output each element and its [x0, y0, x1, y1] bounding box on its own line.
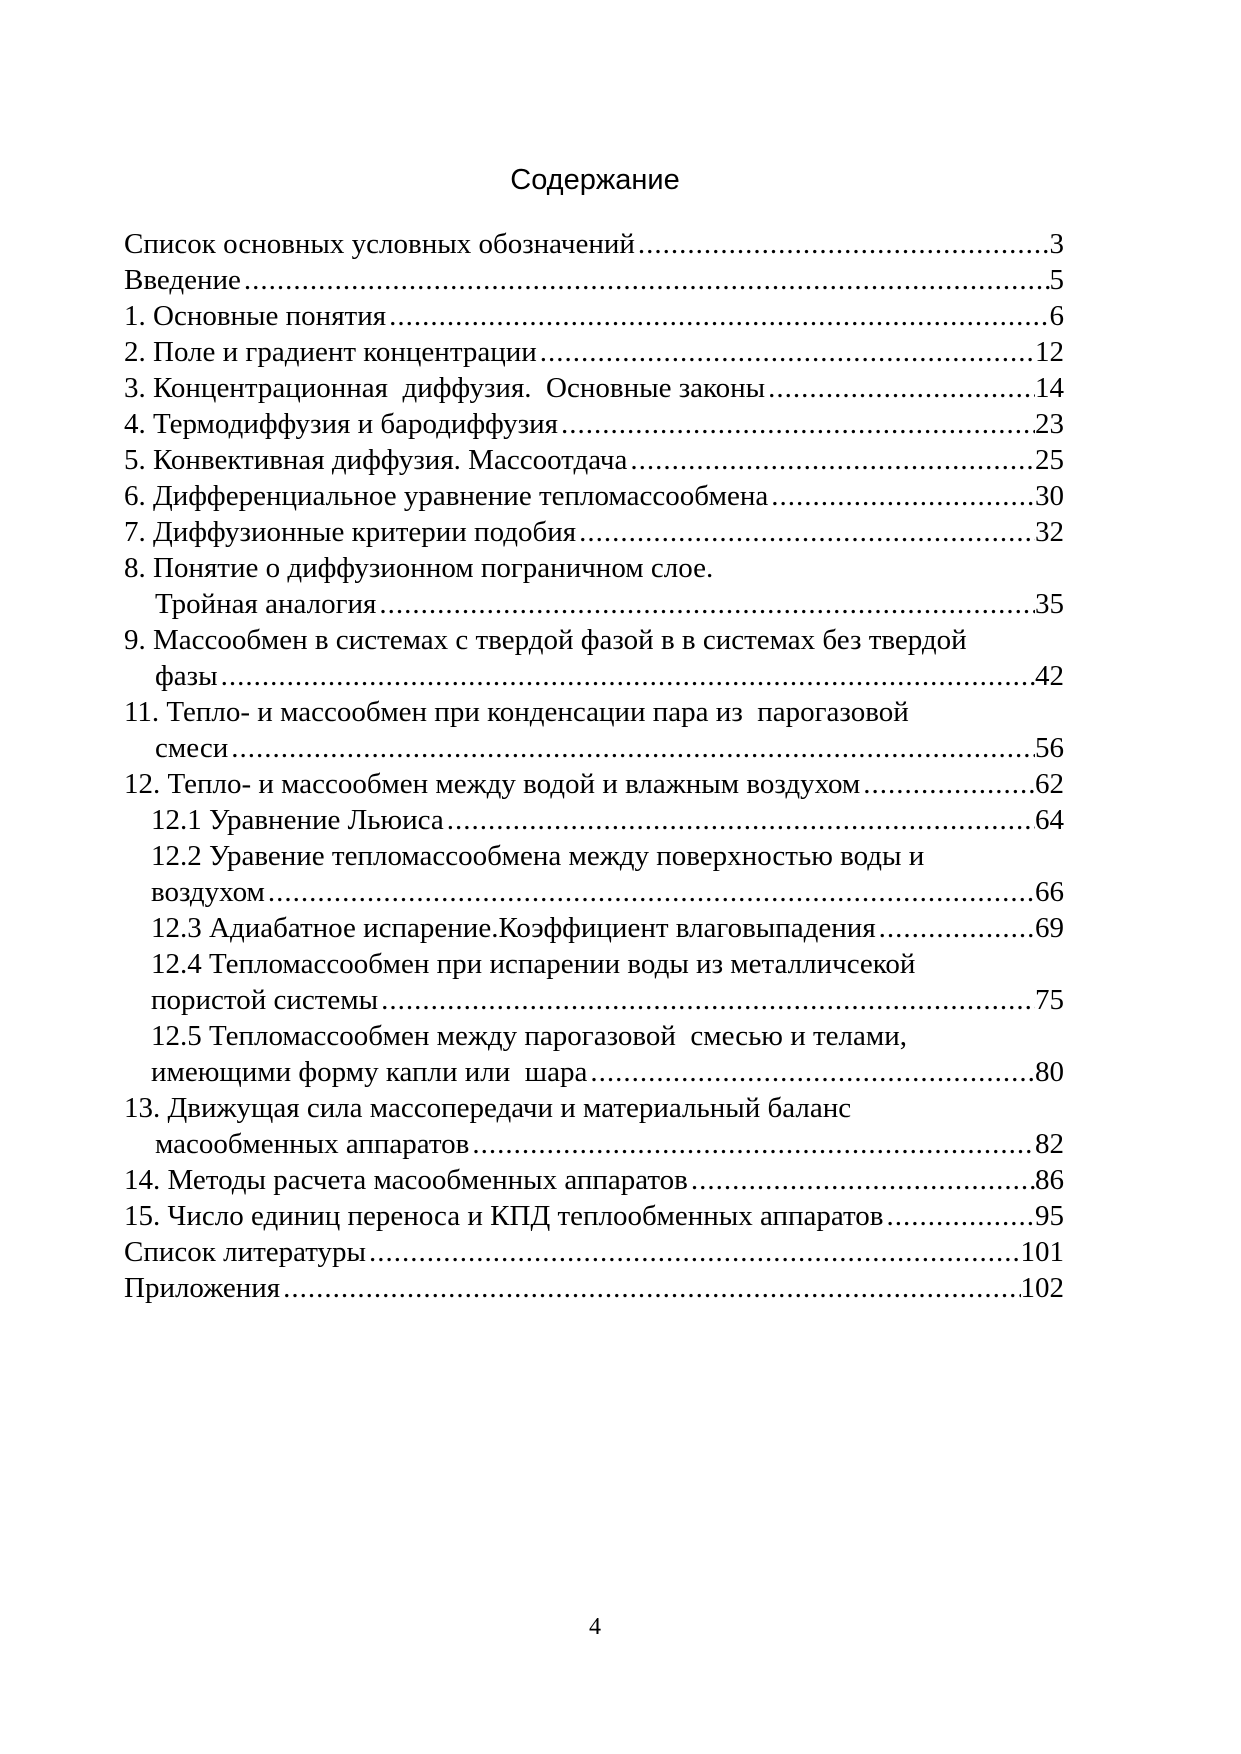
toc-entry-12-5[interactable]	[124, 1054, 1064, 1090]
toc-entry-label: воздухом	[151, 876, 265, 908]
toc-entry-12-2-line1[interactable]: 12.2 Уравение тепломассообмена между поверхностью воды и	[151, 840, 925, 872]
toc-entry-7[interactable]	[124, 514, 1064, 550]
toc-entry-5[interactable]	[124, 442, 1064, 478]
toc-page-number: 86	[1035, 1164, 1064, 1196]
toc-entry-symbols[interactable]	[124, 226, 1064, 262]
dot-leader	[469, 1126, 1035, 1162]
toc-entry-label: пористой системы	[151, 984, 379, 1016]
toc-entry-label: 12.1 Уравнение Льюиса	[151, 804, 444, 836]
dot-leader	[386, 298, 1049, 334]
toc-entry-label: Приложения	[124, 1272, 281, 1304]
toc-entry-introduction[interactable]	[124, 262, 1064, 298]
toc-page-number: 35	[1035, 588, 1064, 620]
toc-entry-6[interactable]	[124, 478, 1064, 514]
dot-leader	[537, 334, 1035, 370]
toc-entry-12-4-line1[interactable]: 12.4 Тепломассообмен при испарении воды из металличсекой	[151, 948, 916, 980]
toc-page-number: 56	[1035, 732, 1064, 764]
toc-page-number: 102	[1020, 1272, 1064, 1304]
toc-page-number: 69	[1035, 912, 1064, 944]
toc-entry-12-5-line1[interactable]: 12.5 Тепломассообмен между парогазовой смесью и телами,	[151, 1020, 907, 1052]
dot-leader	[558, 406, 1035, 442]
toc-entry-label: 7. Диффузионные критерии подобия	[124, 516, 577, 548]
dot-leader	[635, 226, 1050, 262]
toc-entry-label: 4. Термодиффузия и бародиффузия	[124, 408, 558, 440]
toc-entry-label: 6. Дифференциальное уравнение тепломассообмена	[124, 480, 769, 512]
dot-leader	[576, 514, 1035, 550]
toc-entry-label: 5. Конвективная диффузия. Массоотдача	[124, 444, 628, 476]
dot-leader	[765, 370, 1035, 406]
toc-entry-label: 3. Концентрационная диффузия. Основные законы	[124, 372, 766, 404]
toc-entry-label: смеси	[155, 732, 229, 764]
toc-entry-15[interactable]	[124, 1198, 1064, 1234]
dot-leader	[627, 442, 1035, 478]
dot-leader	[218, 658, 1035, 694]
toc-entry-label: Список литературы	[124, 1236, 367, 1268]
dot-leader	[876, 910, 1035, 946]
toc-page-number: 30	[1035, 480, 1064, 512]
dot-leader	[366, 1234, 1020, 1270]
toc-page-number: 12	[1035, 336, 1064, 368]
toc-entry-8[interactable]	[124, 586, 1064, 622]
toc-page-number: 66	[1035, 876, 1064, 908]
toc-entry-label: 12. Тепло- и массообмен между водой и влажным воздухом	[124, 768, 861, 800]
toc-page-number: 3	[1049, 228, 1064, 260]
page-number: 4	[589, 1614, 601, 1640]
dot-leader	[265, 874, 1035, 910]
toc-entry-label: 15. Число единиц переноса и КПД теплообменных аппаратов	[124, 1200, 884, 1232]
toc-entry-label: 1. Основные понятия	[124, 300, 387, 332]
toc-entry-3[interactable]	[124, 370, 1064, 406]
toc-entry-label: масообменных аппаратов	[155, 1128, 470, 1160]
toc-page-number: 95	[1035, 1200, 1064, 1232]
toc-entry-label: 14. Методы расчета масообменных аппаратов	[124, 1164, 688, 1196]
toc-entry-12[interactable]	[124, 766, 1064, 802]
toc-entry-13[interactable]	[124, 1126, 1064, 1162]
toc-entry-references[interactable]	[124, 1234, 1064, 1270]
dot-leader	[768, 478, 1035, 514]
toc-entry-label: имеющими форму капли или шара	[151, 1056, 588, 1088]
toc-entry-12-1[interactable]	[124, 802, 1064, 838]
table-of-contents	[124, 226, 1064, 1306]
toc-page-number: 80	[1035, 1056, 1064, 1088]
toc-entry-label: 2. Поле и градиент концентрации	[124, 336, 537, 368]
toc-page-number: 82	[1035, 1128, 1064, 1160]
toc-entry-label: 12.3 Адиабатное испарение.Коэффициент влаговыпадения	[151, 912, 876, 944]
toc-entry-12-4[interactable]	[124, 982, 1064, 1018]
toc-page-number: 23	[1035, 408, 1064, 440]
dot-leader	[860, 766, 1035, 802]
toc-page-number: 75	[1035, 984, 1064, 1016]
toc-entry-8-line1[interactable]: 8. Понятие о диффузионном пограничном слое.	[124, 552, 714, 584]
toc-entry-2[interactable]	[124, 334, 1064, 370]
dot-leader	[280, 1270, 1020, 1306]
toc-page-number: 101	[1020, 1236, 1064, 1268]
toc-entry-11-line1[interactable]: 11. Тепло- и массообмен при конденсации пара из парогазовой	[124, 696, 909, 728]
dot-leader	[378, 982, 1035, 1018]
toc-page-number: 64	[1035, 804, 1064, 836]
toc-page-number: 5	[1049, 264, 1064, 296]
dot-leader	[883, 1198, 1035, 1234]
toc-entry-label: фазы	[155, 660, 218, 692]
toc-entry-14[interactable]	[124, 1162, 1064, 1198]
toc-entry-appendices[interactable]	[124, 1270, 1064, 1306]
toc-entry-13-line1[interactable]: 13. Движущая сила массопередачи и материальный баланс	[124, 1092, 852, 1124]
toc-entry-12-2[interactable]	[124, 874, 1064, 910]
toc-page-number: 42	[1035, 660, 1064, 692]
toc-page-number: 25	[1035, 444, 1064, 476]
toc-entry-11[interactable]	[124, 730, 1064, 766]
toc-entry-12-3[interactable]	[124, 910, 1064, 946]
toc-entry-label: Введение	[124, 264, 241, 296]
toc-entry-label: Список основных условных обозначений	[124, 228, 635, 260]
dot-leader	[241, 262, 1050, 298]
toc-page-number: 32	[1035, 516, 1064, 548]
dot-leader	[688, 1162, 1035, 1198]
toc-entry-label: Тройная аналогия	[155, 588, 377, 620]
toc-entry-9[interactable]	[124, 658, 1064, 694]
dot-leader	[444, 802, 1035, 838]
page-title: Содержание	[510, 164, 680, 196]
toc-entry-4[interactable]	[124, 406, 1064, 442]
dot-leader	[587, 1054, 1035, 1090]
dot-leader	[228, 730, 1035, 766]
toc-page-number: 14	[1035, 372, 1064, 404]
dot-leader	[376, 586, 1035, 622]
toc-entry-1[interactable]	[124, 298, 1064, 334]
toc-page-number: 6	[1049, 300, 1064, 332]
toc-entry-9-line1[interactable]: 9. Массообмен в системах с твердой фазой в в системах без твердой	[124, 624, 967, 656]
toc-page-number: 62	[1035, 768, 1064, 800]
